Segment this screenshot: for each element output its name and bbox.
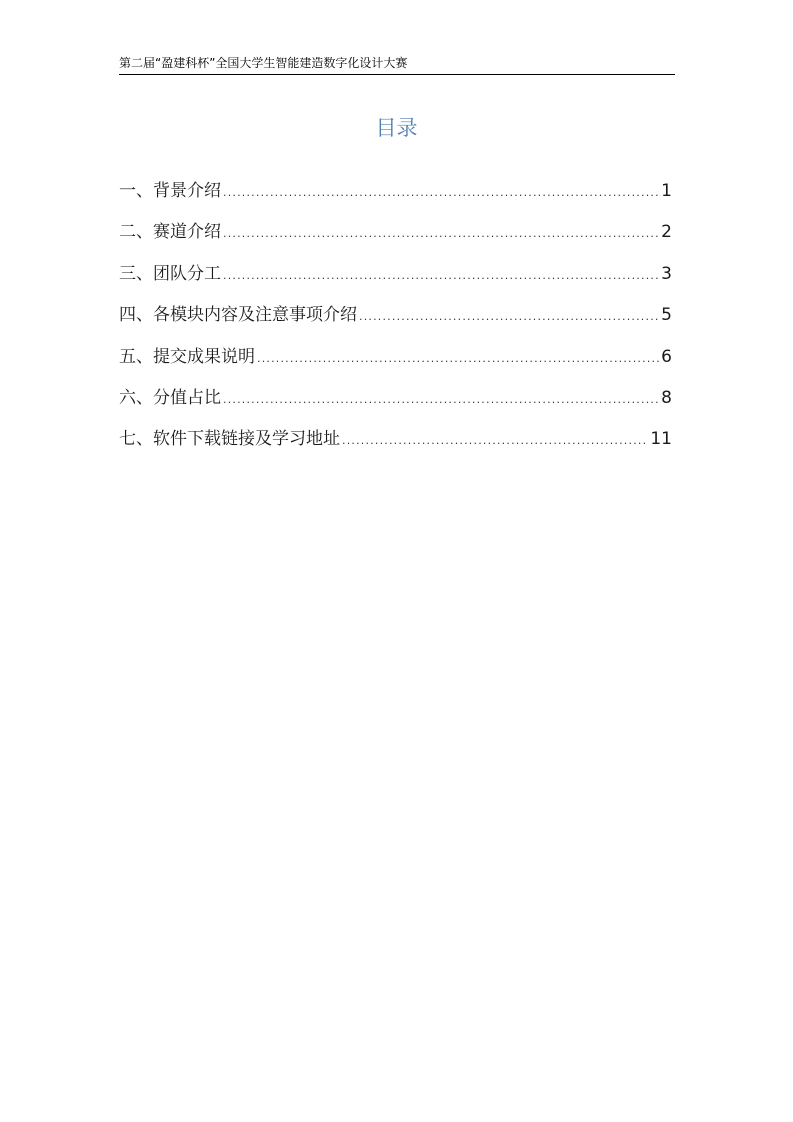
toc-page-number: 6 xyxy=(661,346,672,367)
toc-entry-label: 七、软件下载链接及学习地址 xyxy=(119,429,340,450)
toc-page-number: 11 xyxy=(650,429,672,450)
dot-leader xyxy=(223,262,659,290)
toc-page-number: 5 xyxy=(661,305,672,326)
toc-page-number: 8 xyxy=(661,387,672,408)
toc-entry-label: 四、各模块内容及注意事项介绍 xyxy=(119,305,357,326)
running-header: 第二届“盈建科杯”全国大学生智能建造数字化设计大赛 xyxy=(119,55,675,75)
toc-entry-modules[interactable] xyxy=(119,301,672,342)
toc-entry-tracks[interactable] xyxy=(119,218,672,259)
toc-entry-software-links[interactable] xyxy=(119,425,672,466)
toc-entry-label: 三、团队分工 xyxy=(119,263,221,284)
toc-entry-submission[interactable] xyxy=(119,343,672,384)
dot-leader xyxy=(342,427,648,455)
toc-entry-label: 六、分值占比 xyxy=(119,387,221,408)
dot-leader xyxy=(223,386,659,414)
toc-entry-label: 二、赛道介绍 xyxy=(119,222,221,243)
toc-entry-scoring[interactable] xyxy=(119,384,672,425)
toc-entry-background[interactable] xyxy=(119,177,672,218)
toc-title: 目录 xyxy=(375,116,418,140)
table-of-contents xyxy=(119,177,672,467)
toc-page-number: 2 xyxy=(661,222,672,243)
toc-entry-label: 五、提交成果说明 xyxy=(119,346,255,367)
dot-leader xyxy=(223,179,659,207)
toc-page-number: 3 xyxy=(661,263,672,284)
dot-leader xyxy=(223,220,659,248)
dot-leader xyxy=(359,303,659,331)
toc-page-number: 1 xyxy=(661,181,672,201)
toc-entry-label: 一、背景介绍 xyxy=(119,181,221,201)
toc-entry-team-roles[interactable] xyxy=(119,260,672,301)
dot-leader xyxy=(257,345,659,373)
